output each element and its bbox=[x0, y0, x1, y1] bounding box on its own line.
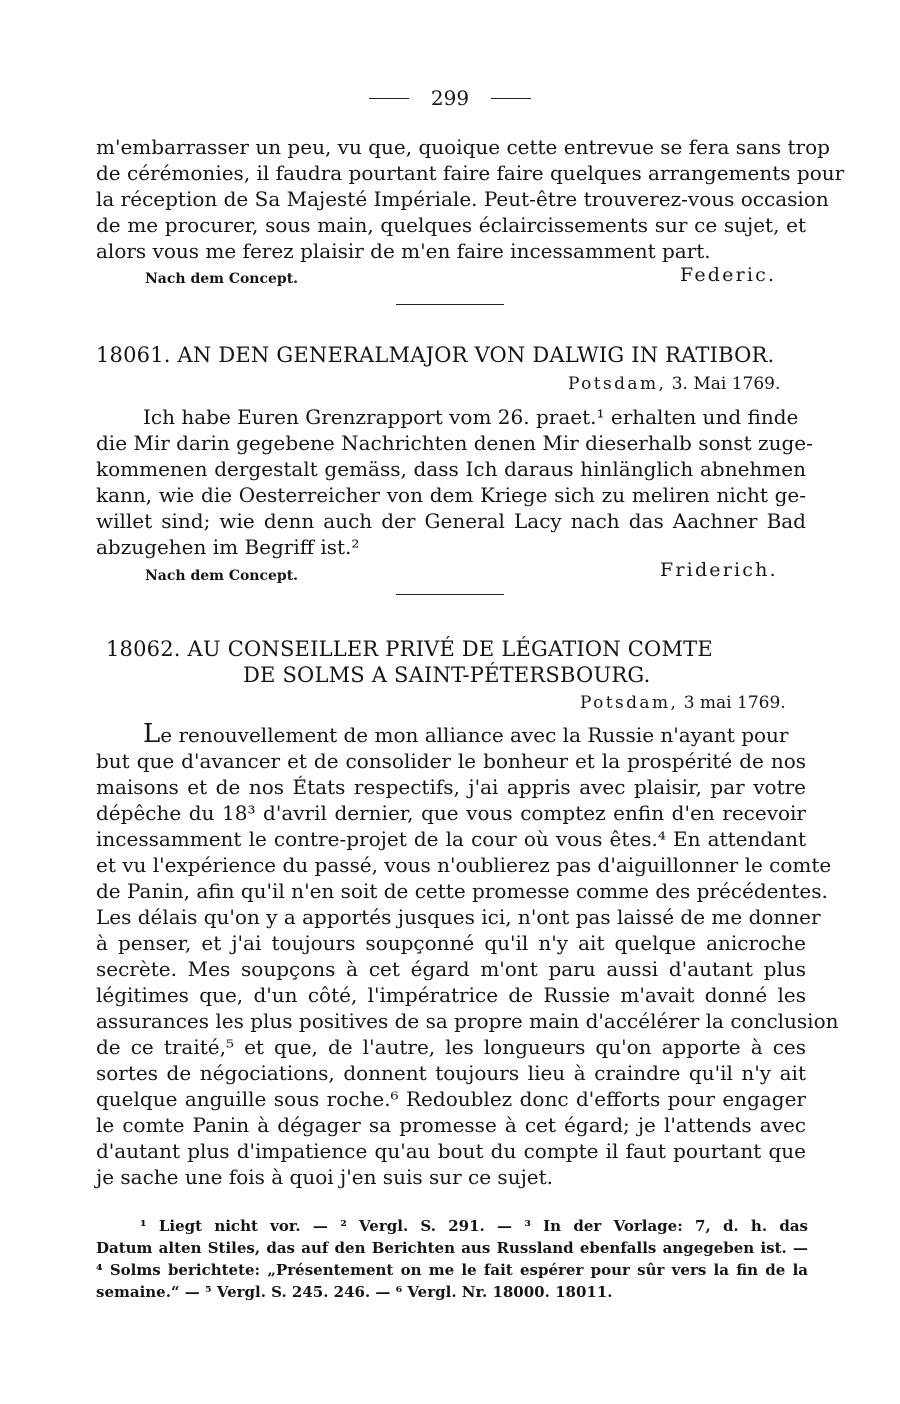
source-note: Nach dem Concept. bbox=[145, 568, 299, 584]
text-line: m'embarrasser un peu, vu que, quoique cette entrevue se fera sans trop bbox=[96, 135, 830, 159]
section-separator bbox=[396, 304, 504, 305]
dateline bbox=[568, 374, 780, 394]
text-line: incessamment le contre-projet de la cour où vous êtes.⁴ En attendant bbox=[96, 827, 806, 851]
section-separator bbox=[396, 594, 504, 595]
dateline-place: Potsdam, bbox=[580, 693, 679, 713]
text-line: kommenen dergestalt gemäss, dass Ich daraus hinlänglich abnehmen bbox=[96, 457, 806, 481]
text-line: assurances les plus positives de sa propre main d'accélérer la conclusion bbox=[96, 1009, 839, 1033]
text-line: à penser, et j'ai toujours soupçonné qu'il n'y ait quelque anicroche bbox=[96, 931, 806, 955]
header-dash-left bbox=[369, 98, 409, 99]
text-line: je sache une fois à quoi j'en suis sur ce sujet. bbox=[96, 1165, 554, 1189]
text-line: willet sind; wie denn auch der General Lacy nach das Aachner Bad bbox=[96, 509, 806, 533]
letter-heading: 18062. AU CONSEILLER PRIVÉ DE LÉGATION COMTE bbox=[106, 637, 713, 661]
text-line: Ich habe Euren Grenzrapport vom 26. praet.¹ erhalten und finde bbox=[143, 405, 799, 429]
first-line-text: e renouvellement de mon alliance avec la Russie n'ayant pour bbox=[160, 723, 789, 747]
text-line: sortes de négociations, donnent toujours lieu à craindre qu'il n'y ait bbox=[96, 1061, 806, 1085]
text-line: die Mir darin gegebene Nachrichten denen Mir dieserhalb sonst zuge- bbox=[96, 431, 813, 455]
dateline-date: 3. Mai 1769. bbox=[671, 374, 781, 394]
text-line: de Panin, afin qu'il n'en soit de cette promesse comme des précédentes. bbox=[96, 879, 828, 903]
signature: Friderich. bbox=[660, 559, 778, 581]
letter-heading-continued: DE SOLMS A SAINT-PÉTERSBOURG. bbox=[243, 663, 651, 687]
dateline bbox=[580, 693, 786, 713]
footnote-line: Datum alten Stiles, das auf den Berichten aus Russland ebenfalls angegeben ist. — bbox=[96, 1239, 808, 1257]
text-line: but que d'avancer et de consolider le bonheur et la prospérité de nos bbox=[96, 749, 806, 773]
page-header bbox=[0, 86, 900, 110]
footnote-line: semaine.“ — ⁵ Vergl. S. 245. 246. — ⁶ Vergl. Nr. 18000. 18011. bbox=[96, 1283, 613, 1301]
text-line: de ce traité,⁵ et que, de l'autre, les longueurs qu'on apporte à ces bbox=[96, 1035, 806, 1059]
text-line: secrète. Mes soupçons à cet égard m'ont paru aussi d'autant plus bbox=[96, 957, 806, 981]
text-line bbox=[143, 721, 806, 748]
dateline-place: Potsdam, bbox=[568, 374, 667, 394]
text-line: de me procurer, sous main, quelques éclaircissements sur ce sujet, et bbox=[96, 213, 806, 237]
text-line: le comte Panin à dégager sa promesse à cet égard; je l'attends avec bbox=[96, 1113, 806, 1137]
footnote-line: ¹ Liegt nicht vor. — ² Vergl. S. 291. — ³ In der Vorlage: 7, d. h. das bbox=[140, 1217, 808, 1235]
dateline-date: 3 mai 1769. bbox=[683, 693, 786, 713]
page-number: 299 bbox=[430, 86, 470, 110]
text-line: kann, wie die Oesterreicher von dem Kriege sich zu meliren nicht ge- bbox=[96, 483, 806, 507]
text-line: et vu l'expérience du passé, vous n'oublierez pas d'aiguillonner le comte bbox=[96, 853, 832, 877]
letter-heading: 18061. AN DEN GENERALMAJOR VON DALWIG IN RATIBOR. bbox=[96, 343, 775, 367]
signature: Federic. bbox=[680, 264, 777, 286]
text-line: d'autant plus d'impatience qu'au bout du compte il faut pourtant que bbox=[96, 1139, 806, 1163]
footnote-line: ⁴ Solms berichtete: „Présentement on me le fait espérer pour sûr vers la fin de la bbox=[96, 1261, 808, 1279]
text-line: quelque anguille sous roche.⁶ Redoublez donc d'efforts pour engager bbox=[96, 1087, 806, 1111]
text-line: Les délais qu'on y a apportés jusques ici, n'ont pas laissé de me donner bbox=[96, 905, 821, 929]
text-line: légitimes que, d'un côté, l'impératrice de Russie m'avait donné les bbox=[96, 983, 806, 1007]
text-line: alors vous me ferez plaisir de m'en faire incessamment part. bbox=[96, 239, 711, 263]
text-line: la réception de Sa Majesté Impériale. Peut-être trouverez-vous occasion bbox=[96, 187, 829, 211]
text-line: abzugehen im Begriff ist.² bbox=[96, 535, 360, 559]
text-line: dépêche du 18³ d'avril dernier, que vous comptez enfin d'en recevoir bbox=[96, 801, 806, 825]
initial-letter: L bbox=[143, 719, 161, 749]
text-line: maisons et de nos États respectifs, j'ai appris avec plaisir, par votre bbox=[96, 775, 806, 799]
text-line: de cérémonies, il faudra pourtant faire faire quelques arrangements pour bbox=[96, 161, 845, 185]
source-note: Nach dem Concept. bbox=[145, 271, 299, 287]
header-dash-right bbox=[491, 98, 531, 99]
